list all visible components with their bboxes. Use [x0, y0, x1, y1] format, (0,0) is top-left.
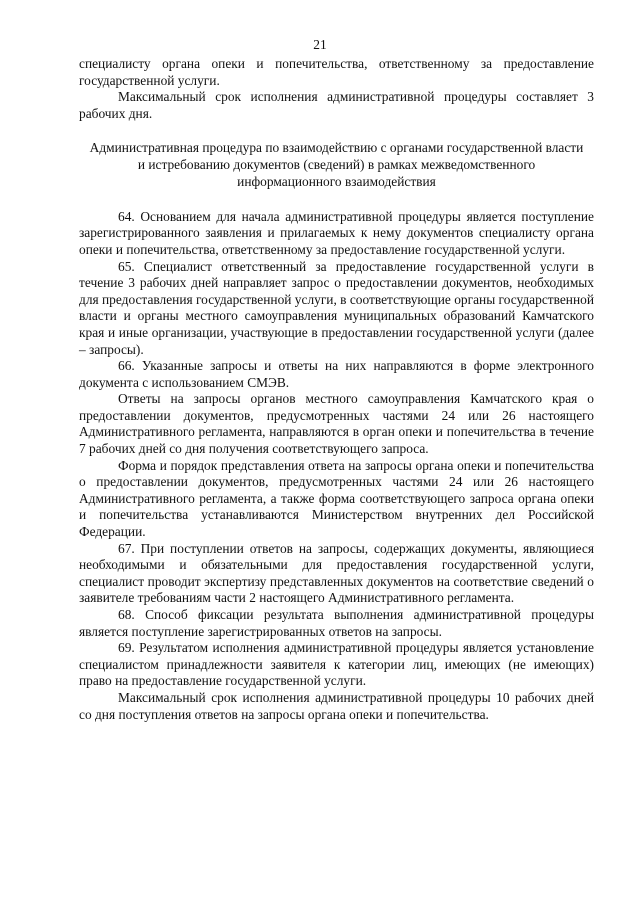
paragraph-68: 68. Способ фиксации результата выполнения административной процедуры является поступление зарегистрированных ответов на запросы.	[79, 607, 594, 639]
paragraph-answers: Ответы на запросы органов местного самоуправления Камчатского края о предоставлении документов, предусмотренных частями 24 или 26 настоящего Административного регламента, направляются в орган опеки и попечительства в течение 7 рабочих дней со дня получения соответствующего запроса.	[79, 391, 594, 457]
paragraph-continuation: специалисту органа опеки и попечительства, ответственному за предоставление государственной услуги.	[79, 56, 594, 88]
paragraph-66: 66. Указанные запросы и ответы на них направляются в форме электронного документа с использованием СМЭВ.	[79, 358, 594, 390]
paragraph-64: 64. Основанием для начала административной процедуры является поступление зарегистрированного заявления и прилагаемых к нему документов специалисту органа опеки и попечительства, ответственному за предоставление государственной услуги.	[79, 208, 594, 257]
paragraph-65: 65. Специалист ответственный за предоставление государственной услуги в течение 3 рабочих дней направляет запрос о предоставлении документов, необходимых для предоставления государственной услуги, в соответствующие органы государственной власти и органы местного самоуправления муниципальных образований Камчатского края и иные организации, участвующие в предоставлении государственной услуги (далее – запросы).	[79, 258, 594, 357]
paragraph-69: 69. Результатом исполнения административной процедуры является установление специалистом принадлежности заявителя к категории лиц, имеющих (не имеющих) право на предоставление государственной услуги.	[79, 640, 594, 689]
paragraph-max-term-2: Максимальный срок исполнения административной процедуры 10 рабочих дней со дня поступления ответов на запросы органа опеки и попечительства.	[79, 689, 594, 722]
page-number: 21	[313, 37, 327, 52]
paragraph-form-order: Форма и порядок представления ответа на запросы органа опеки и попечительства о предоставлении документов, предусмотренных частями 24 или 26 настоящего Административного регламента, а также форма соответствующего запроса органа опеки и попечительства устанавливаются Министерством внутренних дел Российской Федерации.	[79, 457, 594, 540]
section-heading: Административная процедура по взаимодействию с органами государственной власти и истребованию документов (сведений) в рамках межведомственного информационного взаимодействия	[89, 140, 584, 189]
document-body	[79, 56, 594, 723]
paragraph-max-term-1: Максимальный срок исполнения административной процедуры составляет 3 рабочих дня.	[79, 89, 594, 121]
paragraph-67: 67. При поступлении ответов на запросы, содержащих документы, являющиеся необходимыми и обязательными для предоставления государственной услуги, специалист проводит экспертизу представленных документов на соответствие сведений о заявителе требованиям части 2 настоящего Административного регламента.	[79, 540, 594, 606]
